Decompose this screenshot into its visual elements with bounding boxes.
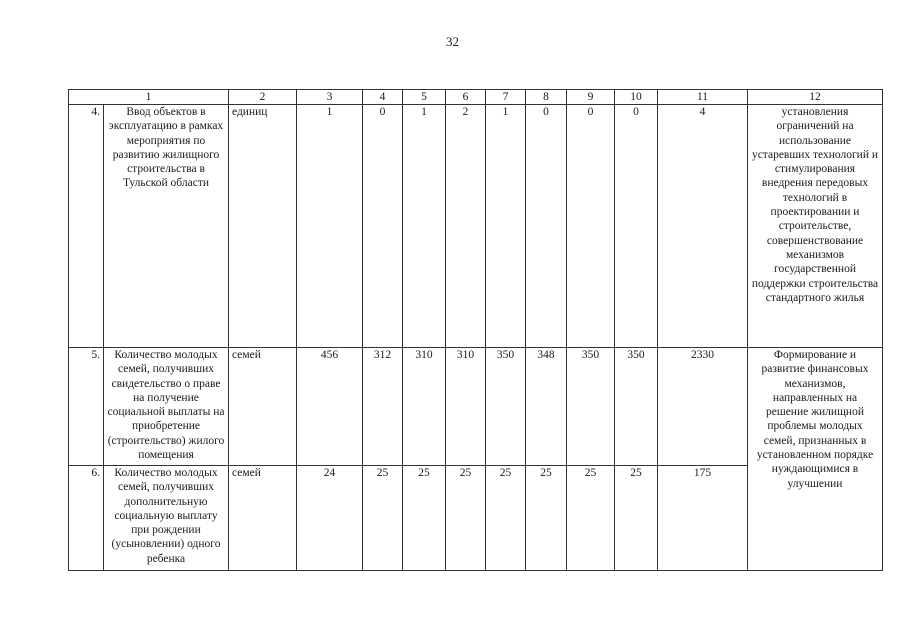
table-row [69, 348, 883, 466]
value-cell: 1 [486, 105, 526, 348]
value-cell: 310 [403, 348, 446, 466]
value-cell: 25 [446, 466, 486, 571]
column-header: 6 [446, 90, 486, 105]
row-number: 6. [69, 466, 104, 571]
column-header: 10 [615, 90, 658, 105]
description-cell: установления ограничений на использование устаревших технологий и стимулирования внедрения передовых технологий в проектировании и строительстве, совершенствование механизмов государственной поддержки строительства стандартного жилья [748, 105, 883, 348]
value-cell: 0 [526, 105, 567, 348]
column-header: 1 [69, 90, 229, 105]
indicator-name: Ввод объектов в эксплуатацию в рамках мероприятия по развитию жилищного строительства в Тульской области [104, 105, 229, 348]
indicator-name: Количество молодых семей, получивших дополнительную социальную выплату при рождении (усыновлении) одного ребенка [104, 466, 229, 571]
column-header: 3 [297, 90, 363, 105]
value-cell: 310 [446, 348, 486, 466]
column-header: 2 [229, 90, 297, 105]
value-cell: 25 [615, 466, 658, 571]
page-number: 32 [446, 34, 459, 49]
table-row [69, 105, 883, 348]
value-cell: 350 [486, 348, 526, 466]
value-cell: 0 [615, 105, 658, 348]
value-cell: 456 [297, 348, 363, 466]
value-cell: 2 [446, 105, 486, 348]
column-header: 9 [567, 90, 615, 105]
indicators-table [68, 89, 883, 571]
indicator-name: Количество молодых семей, получивших свидетельство о праве на получение социальной выплаты на приобретение (строительство) жилого помещения [104, 348, 229, 466]
unit-cell: семей [229, 466, 297, 571]
value-cell: 1 [297, 105, 363, 348]
header-row [69, 90, 883, 105]
column-header: 7 [486, 90, 526, 105]
total-cell: 175 [658, 466, 748, 571]
description-cell: Формирование и развитие финансовых механизмов, направленных на решение жилищной проблемы молодых семей, признанных в установленном порядке нуждающимися в улучшении [748, 348, 883, 571]
column-header: 12 [748, 90, 883, 105]
value-cell: 25 [567, 466, 615, 571]
value-cell: 25 [526, 466, 567, 571]
total-cell: 2330 [658, 348, 748, 466]
value-cell: 25 [486, 466, 526, 571]
value-cell: 350 [615, 348, 658, 466]
column-header: 5 [403, 90, 446, 105]
value-cell: 348 [526, 348, 567, 466]
value-cell: 1 [403, 105, 446, 348]
value-cell: 25 [363, 466, 403, 571]
unit-cell: семей [229, 348, 297, 466]
value-cell: 350 [567, 348, 615, 466]
value-cell: 0 [567, 105, 615, 348]
column-header: 11 [658, 90, 748, 105]
column-header: 4 [363, 90, 403, 105]
row-number: 4. [69, 105, 104, 348]
column-header: 8 [526, 90, 567, 105]
value-cell: 24 [297, 466, 363, 571]
unit-cell: единиц [229, 105, 297, 348]
value-cell: 0 [363, 105, 403, 348]
total-cell: 4 [658, 105, 748, 348]
value-cell: 25 [403, 466, 446, 571]
value-cell: 312 [363, 348, 403, 466]
row-number: 5. [69, 348, 104, 466]
